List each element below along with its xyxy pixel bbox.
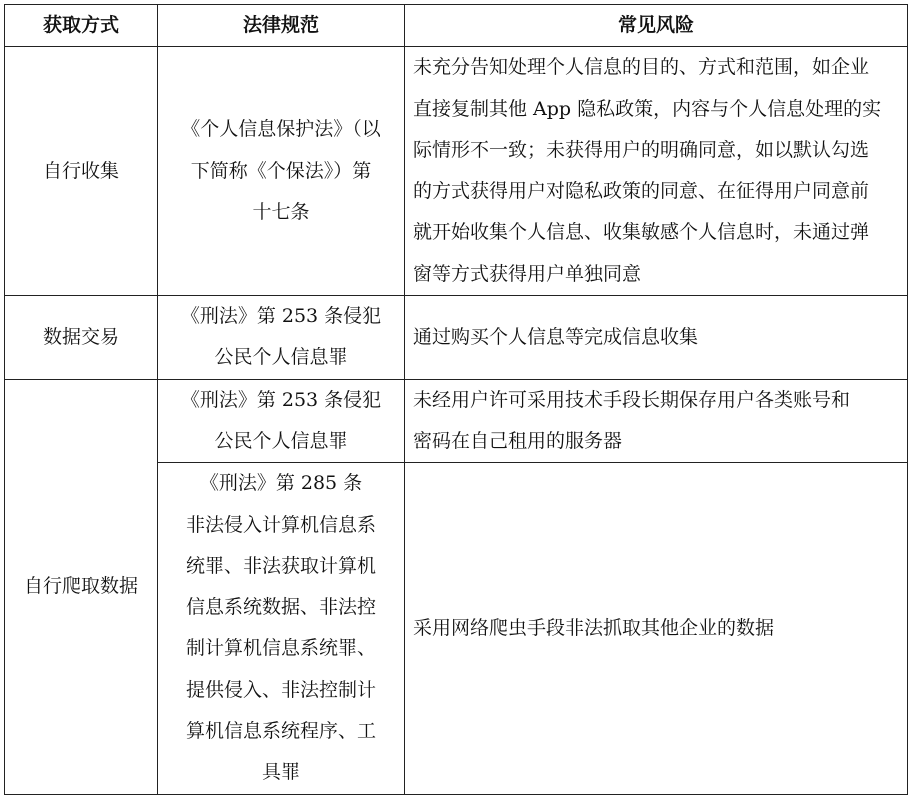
method-cell: 数据交易	[5, 296, 158, 380]
law-cell: 《刑法》第 253 条侵犯 公民个人信息罪	[158, 379, 405, 463]
risk-cell: 通过购买个人信息等完成信息收集	[405, 296, 908, 380]
method-cell: 自行收集	[5, 47, 158, 296]
header-risk: 常见风险	[405, 5, 908, 47]
table-row	[5, 47, 908, 296]
header-method: 获取方式	[5, 5, 158, 47]
law-cell: 《刑法》第 285 条 非法侵入计算机信息系 统罪、非法获取计算机 信息系统数据、非法控 制计算机信息系统罪、 提供侵入、非法控制计 算机信息系统程序、工 具罪	[158, 463, 405, 794]
law-cell: 《个人信息保护法》（以 下简称《个保法》）第 十七条	[158, 47, 405, 296]
risk-cell: 未经用户许可采用技术手段长期保存用户各类账号和 密码在自己租用的服务器	[405, 379, 908, 463]
header-law: 法律规范	[158, 5, 405, 47]
risk-cell: 采用网络爬虫手段非法抓取其他企业的数据	[405, 463, 908, 794]
risk-cell: 未充分告知处理个人信息的目的、方式和范围，如企业 直接复制其他 App 隐私政策，内容与个人信息处理的实 际情形不一致；未获得用户的明确同意，如以默认勾选 的方式获得用户对隐私政策的同意、在征得用户同意前 就开始收集个人信息、收集敏感个人信息时，未通过弹 窗等方式获得用户单独同意	[405, 47, 908, 296]
method-cell: 自行爬取数据	[5, 379, 158, 794]
law-cell: 《刑法》第 253 条侵犯 公民个人信息罪	[158, 296, 405, 380]
table-row	[5, 379, 908, 463]
header-row	[5, 5, 908, 47]
table-row	[5, 296, 908, 380]
risk-table	[4, 4, 908, 795]
